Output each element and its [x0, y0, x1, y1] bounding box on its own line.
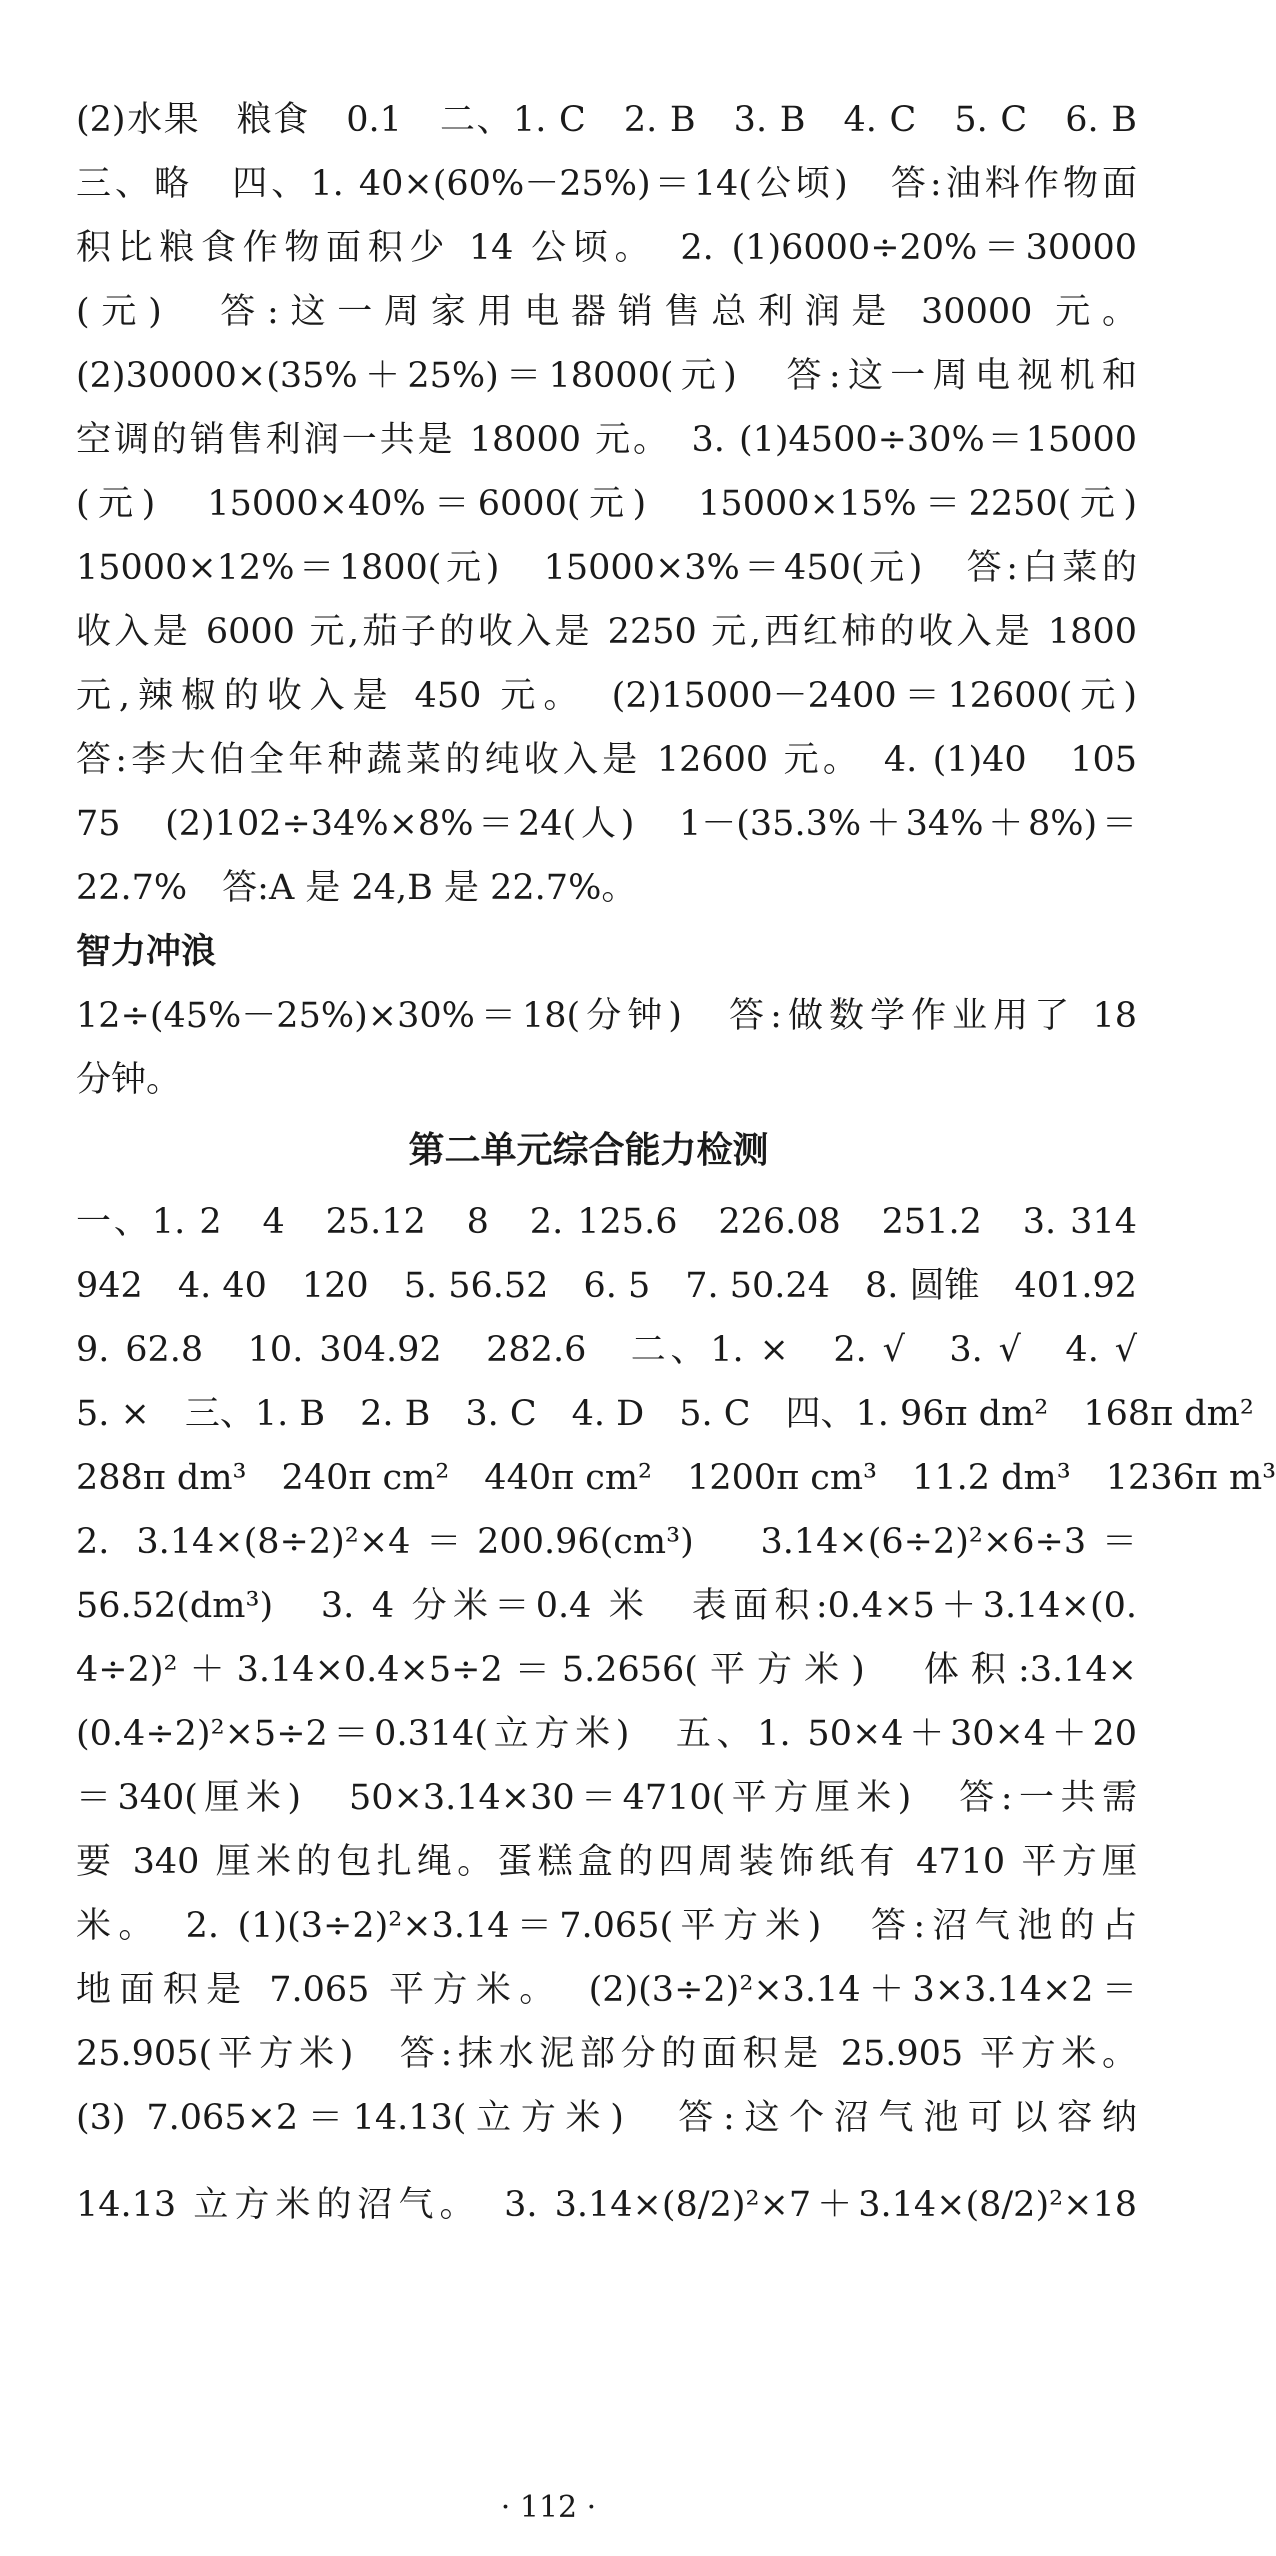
answer-block-unit2	[76, 1190, 1276, 2260]
unit-title: 第二单元综合能力检测	[408, 1130, 769, 1171]
text-line: 三、略 四、1. 40×(60%－25%)＝14(公顷) 答:油料作物面	[76, 164, 1137, 204]
text-line: 分钟。	[76, 1060, 182, 1100]
text-line: 288π dm³ 240π cm² 440π cm² 1200π cm³ 11.2 dm³ 1236π m³	[76, 1458, 1276, 1498]
text-line: (3) 7.065×2＝14.13(立方米) 答:这个沼气池可以容纳	[76, 2098, 1137, 2138]
text-line: (2)水果 粮食 0.1 二、1. C 2. B 3. B 4. C 5. C 6. B	[76, 100, 1137, 140]
text-line: 空调的销售利润一共是 18000 元。 3. (1)4500÷30%＝15000	[76, 420, 1137, 460]
page-number: · 112 ·	[500, 2490, 597, 2525]
text-line: 元,辣椒的收入是 450 元。 (2)15000－2400＝12600(元)	[76, 676, 1137, 716]
text-line: 25.905(平方米) 答:抹水泥部分的面积是 25.905 平方米。	[76, 2034, 1137, 2074]
text-line: 答:李大伯全年种蔬菜的纯收入是 12600 元。 4. (1)40 105	[76, 740, 1137, 780]
text-line: 2. 3.14×(8÷2)²×4＝200.96(cm³) 3.14×(6÷2)²×6÷3＝	[76, 1522, 1137, 1562]
text-line: 14.13 立方米的沼气。 3. 3.14×(8/2)²×7＋3.14×(8/2)²×18	[76, 2185, 1137, 2225]
text-line: 75 (2)102÷34%×8%＝24(人) 1－(35.3%＋34%＋8%)＝	[76, 804, 1137, 844]
text-line: (2)30000×(35%＋25%)＝18000(元) 答:这一周电视机和	[76, 356, 1137, 396]
text-line: ＝340(厘米) 50×3.14×30＝4710(平方厘米) 答:一共需	[76, 1778, 1137, 1818]
text-line: 56.52(dm³) 3. 4 分米＝0.4 米 表面积:0.4×5＋3.14×(0.	[76, 1586, 1137, 1626]
text-line: 5. × 三、1. B 2. B 3. C 4. D 5. C 四、1. 96π dm² 168π dm²	[76, 1394, 1254, 1434]
text-line: 22.7% 答:A 是 24,B 是 22.7%。	[76, 868, 637, 908]
text-line: (元) 答:这一周家用电器销售总利润是 30000 元。	[76, 292, 1137, 332]
text-line: 积比粮食作物面积少 14 公顷。 2. (1)6000÷20%＝30000	[76, 228, 1137, 268]
text-line: 942 4. 40 120 5. 56.52 6. 5 7. 50.24 8. 圆锥 401.92	[76, 1266, 1137, 1306]
answer-block-unit1	[76, 88, 1137, 920]
text-line: 要 340 厘米的包扎绳。蛋糕盒的四周装饰纸有 4710 平方厘	[76, 1842, 1137, 1882]
text-line: (元) 15000×40%＝6000(元) 15000×15%＝2250(元)	[76, 484, 1137, 524]
text-line: 4÷2)²＋3.14×0.4×5÷2＝5.2656(平方米) 体积:3.14×	[76, 1650, 1137, 1690]
text-line: 9. 62.8 10. 304.92 282.6 二、1. × 2. √ 3. √ 4. √	[76, 1330, 1137, 1370]
section-heading: 智力冲浪	[76, 932, 217, 972]
text-line: (0.4÷2)²×5÷2＝0.314(立方米) 五、1. 50×4＋30×4＋20	[76, 1714, 1137, 1754]
text-line: 地面积是 7.065 平方米。 (2)(3÷2)²×3.14＋3×3.14×2＝	[76, 1970, 1137, 2010]
text-line: 一、1. 2 4 25.12 8 2. 125.6 226.08 251.2 3. 314	[76, 1202, 1137, 1242]
text-line: 米。 2. (1)(3÷2)²×3.14＝7.065(平方米) 答:沼气池的占	[76, 1906, 1137, 1946]
text-line: 15000×12%＝1800(元) 15000×3%＝450(元) 答:白菜的	[76, 548, 1137, 588]
text-line: 12÷(45%－25%)×30%＝18(分钟) 答:做数学作业用了 18	[76, 996, 1137, 1036]
answer-block-challenge	[76, 984, 1137, 1112]
text-line: 收入是 6000 元,茄子的收入是 2250 元,西红柿的收入是 1800	[76, 612, 1137, 652]
